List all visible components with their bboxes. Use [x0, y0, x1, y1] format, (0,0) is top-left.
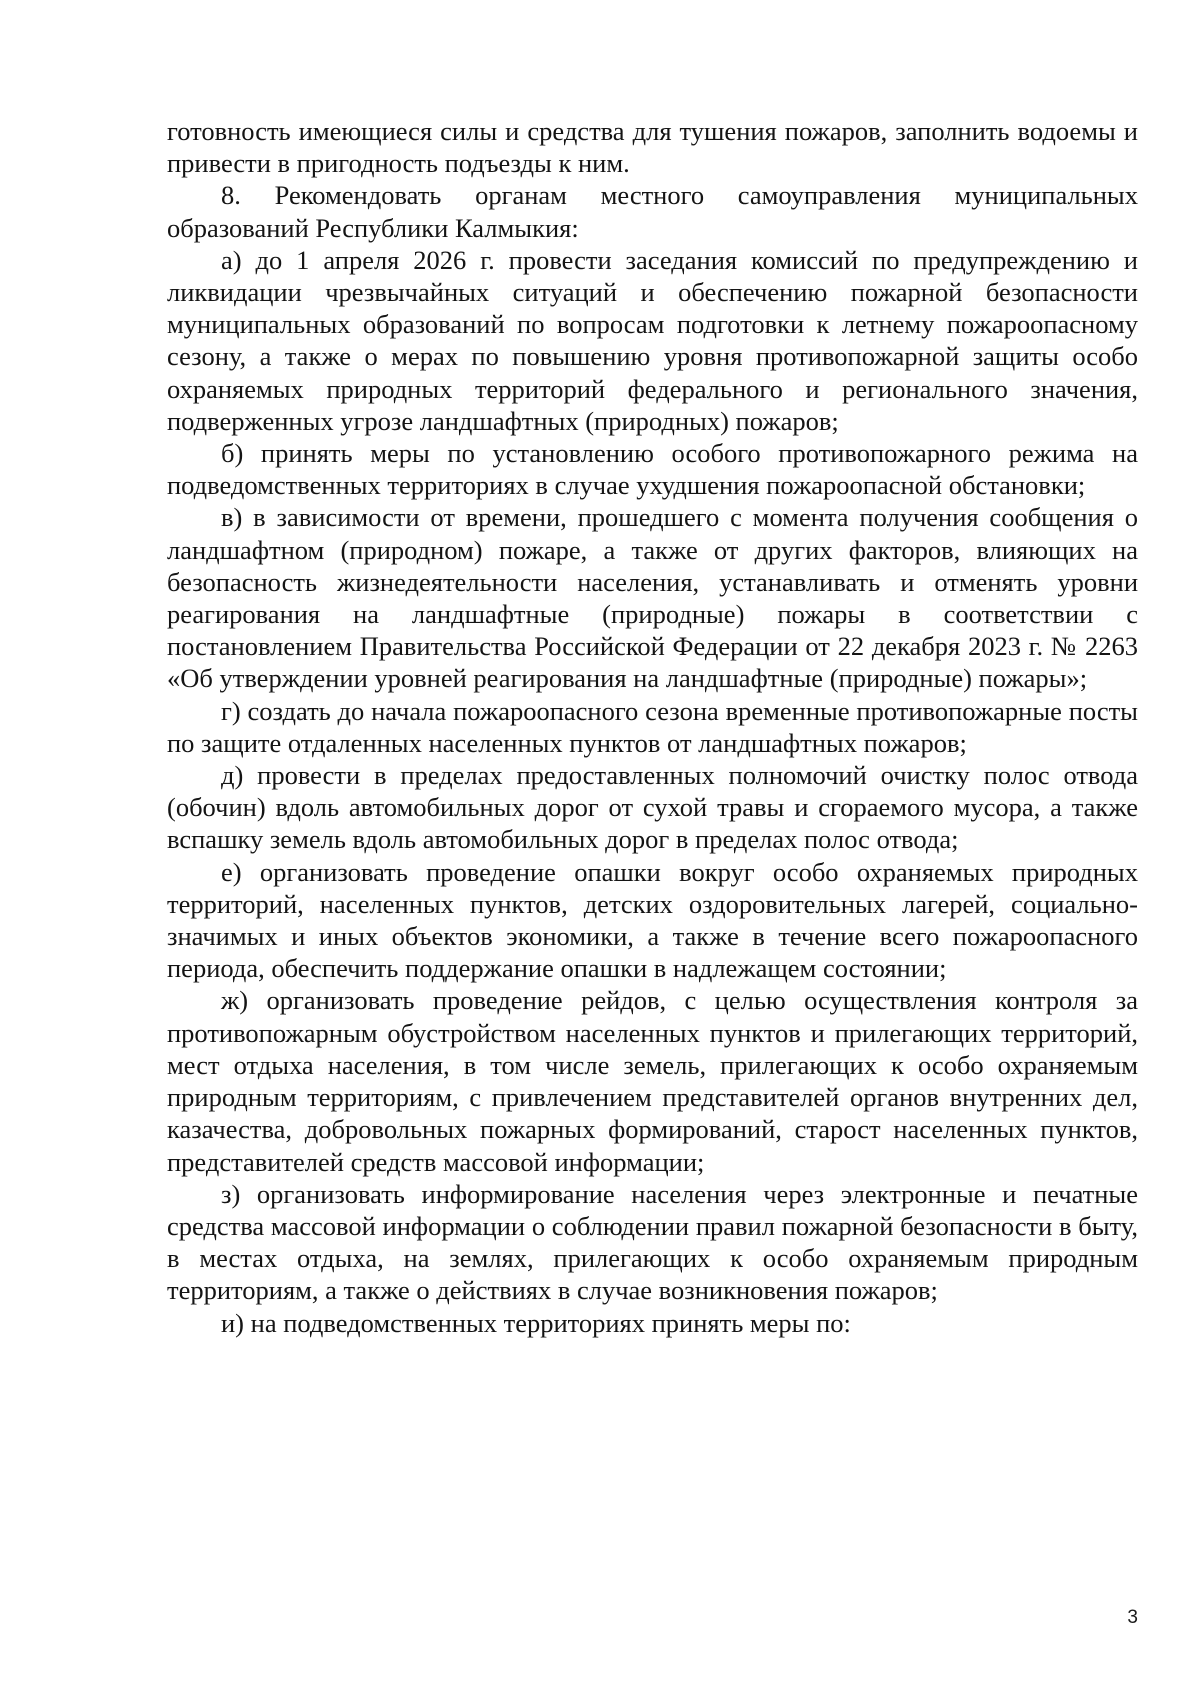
paragraph-subitem-zh: ж) организовать проведение рейдов, с целью осуществления контроля за противопожарным обустройством населенных пунктов и прилегающих территорий, мест отдыха населения, в том числе земель, прилегающих к особо охраняемым природным территориям, с привлечением представителей органов внутренних дел, казачества, добровольных пожарных формирований, старост населенных пунктов, представителей средств массовой информации; — [167, 985, 1138, 1177]
paragraph-subitem-b: б) принять меры по установлению особого противопожарного режима на подведомственных территориях в случае ухудшения пожароопасной обстановки; — [167, 438, 1138, 501]
paragraph-subitem-g: г) создать до начала пожароопасного сезона временные противопожарные посты по защите отдаленных населенных пунктов от ландшафтных пожаров; — [167, 695, 1138, 758]
paragraph-subitem-v: в) в зависимости от времени, прошедшего с момента получения сообщения о ландшафтном (природном) пожаре, а также от других факторов, влияющих на безопасность жизнедеятельности населения, устанавливать и отменять уровни реагирования на ландшафтные (природные) пожары в соответствии с постановлением Правительства Российской Федерации от 22 декабря 2023 г. № 2263 «Об утверждении уровней реагирования на ландшафтные (природные) пожары»; — [167, 502, 1138, 694]
paragraph-continuation: готовность имеющиеся силы и средства для тушения пожаров, заполнить водоемы и привести в пригодность подъезды к ним. — [167, 116, 1138, 179]
paragraph-item-8: 8. Рекомендовать органам местного самоуправления муниципальных образований Республики Калмыкия: — [167, 180, 1138, 243]
paragraph-subitem-a: а) до 1 апреля 2026 г. провести заседания комиссий по предупреждению и ликвидации чрезвычайных ситуаций и обеспечению пожарной безопасности муниципальных образований по вопросам подготовки к летнему пожароопасному сезону, а также о мерах по повышению уровня противопожарной защиты особо охраняемых природных территорий федерального и регионального значения, подверженных угрозе ландшафтных (природных) пожаров; — [167, 244, 1138, 436]
paragraph-subitem-z: з) организовать информирование населения через электронные и печатные средства массовой информации о соблюдении правил пожарной безопасности в быту, в местах отдыха, на землях, прилегающих к особо охраняемым природным территориям, а также о действиях в случае возникновения пожаров; — [167, 1178, 1138, 1306]
paragraph-subitem-d: д) провести в пределах предоставленных полномочий очистку полос отвода (обочин) вдоль автомобильных дорог от сухой травы и сгораемого мусора, а также вспашку земель вдоль автомобильных дорог в пределах полос отвода; — [167, 760, 1138, 855]
paragraph-subitem-i: и) на подведомственных территориях принять меры по: — [221, 1307, 851, 1338]
document-body — [167, 115, 1138, 1339]
page-number: 3 — [1127, 1607, 1138, 1628]
paragraph-subitem-e: е) организовать проведение опашки вокруг особо охраняемых природных территорий, населенных пунктов, детских оздоровительных лагерей, социально-значимых и иных объектов экономики, а также в течение всего пожароопасного периода, обеспечить поддержание опашки в надлежащем состоянии; — [167, 856, 1138, 984]
